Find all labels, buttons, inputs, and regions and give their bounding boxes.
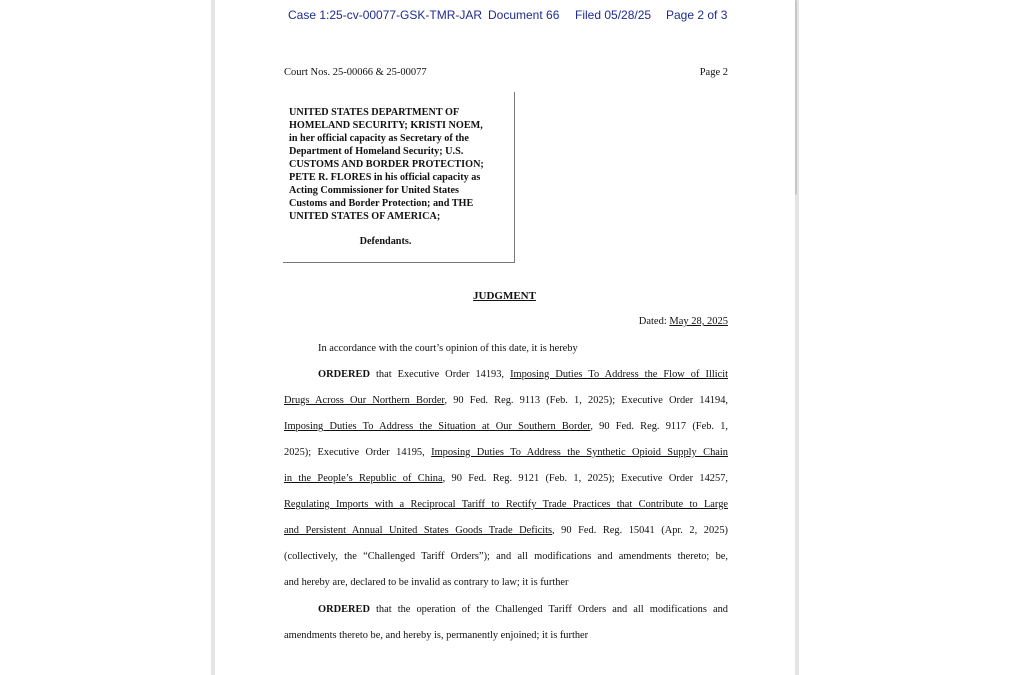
party-line: Department of Homeland Security; U.S. [289, 146, 464, 157]
party-line: in her official capacity as Secretary of the [289, 133, 469, 144]
order-line: Regulating Imports with a Reciprocal Tariff to Rectify Trade Practices that Contribute to Large [284, 499, 728, 510]
order-line: 2025); Executive Order 14195, Imposing Duties To Address the Synthetic Opioid Supply Chain [284, 447, 728, 458]
order-line: ORDERED that Executive Order 14193, Imposing Duties To Address the Flow of Illicit [318, 369, 728, 380]
party-line: PETE R. FLORES in his official capacity as [289, 172, 481, 183]
ecf-case-number: Case 1:25-cv-00077-GSK-TMR-JAR [288, 8, 483, 22]
judgment-title: JUDGMENT [473, 290, 536, 302]
order-line: Drugs Across Our Northern Border, 90 Fed. Reg. 9113 (Feb. 1, 2025); Executive Order 14194, [284, 395, 728, 406]
party-line: Acting Commissioner for United States [289, 185, 459, 196]
dated-date: May 28, 2025 [669, 316, 728, 327]
order-line: Imposing Duties To Address the Situation at Our Southern Border, 90 Fed. Reg. 9117 (Feb. 1, [284, 421, 728, 432]
defendant-parties [289, 106, 511, 223]
order-line: ORDERED that the operation of the Challenged Tariff Orders and all modifications and [318, 604, 728, 615]
party-line: UNITED STATES OF AMERICA; [289, 211, 441, 222]
page-label: Page 2 [699, 67, 728, 78]
order-line: and Persistent Annual United States Goods Trade Deficits, 90 Fed. Reg. 15041 (Apr. 2, 2025) [284, 525, 728, 536]
party-line: HOMELAND SECURITY; KRISTI NOEM, [289, 120, 483, 131]
intro-sentence: In accordance with the court’s opinion of this date, it is hereby [318, 343, 578, 354]
defendants-label: Defendants. [359, 236, 412, 247]
dated-label: Dated: [638, 316, 670, 327]
order-line: and hereby are, declared to be invalid as contrary to law; it is further [284, 577, 569, 588]
order-line: (collectively, the “Challenged Tariff Orders”); and all modifications and amendments thereto; be, [284, 551, 728, 562]
ecf-page-count: Page 2 of 3 [666, 8, 728, 22]
party-line: CUSTOMS AND BORDER PROTECTION; [289, 159, 484, 170]
order-line: amendments thereto be, and hereby is, permanently enjoined; it is further [284, 630, 589, 641]
document-page [215, 0, 795, 675]
case-caption-box [283, 92, 515, 263]
ecf-document-number: Document 66 [488, 8, 560, 22]
party-line: Customs and Border Protection; and THE [289, 198, 474, 209]
ecf-filed-date: Filed 05/28/25 [575, 8, 652, 22]
party-line: UNITED STATES DEPARTMENT OF [289, 107, 460, 118]
order-line: in the People’s Republic of China, 90 Fed. Reg. 9121 (Feb. 1, 2025); Executive Order 14257, [284, 473, 728, 484]
dated-line [639, 316, 728, 327]
court-numbers: Court Nos. 25-00066 & 25-00077 [284, 67, 427, 78]
